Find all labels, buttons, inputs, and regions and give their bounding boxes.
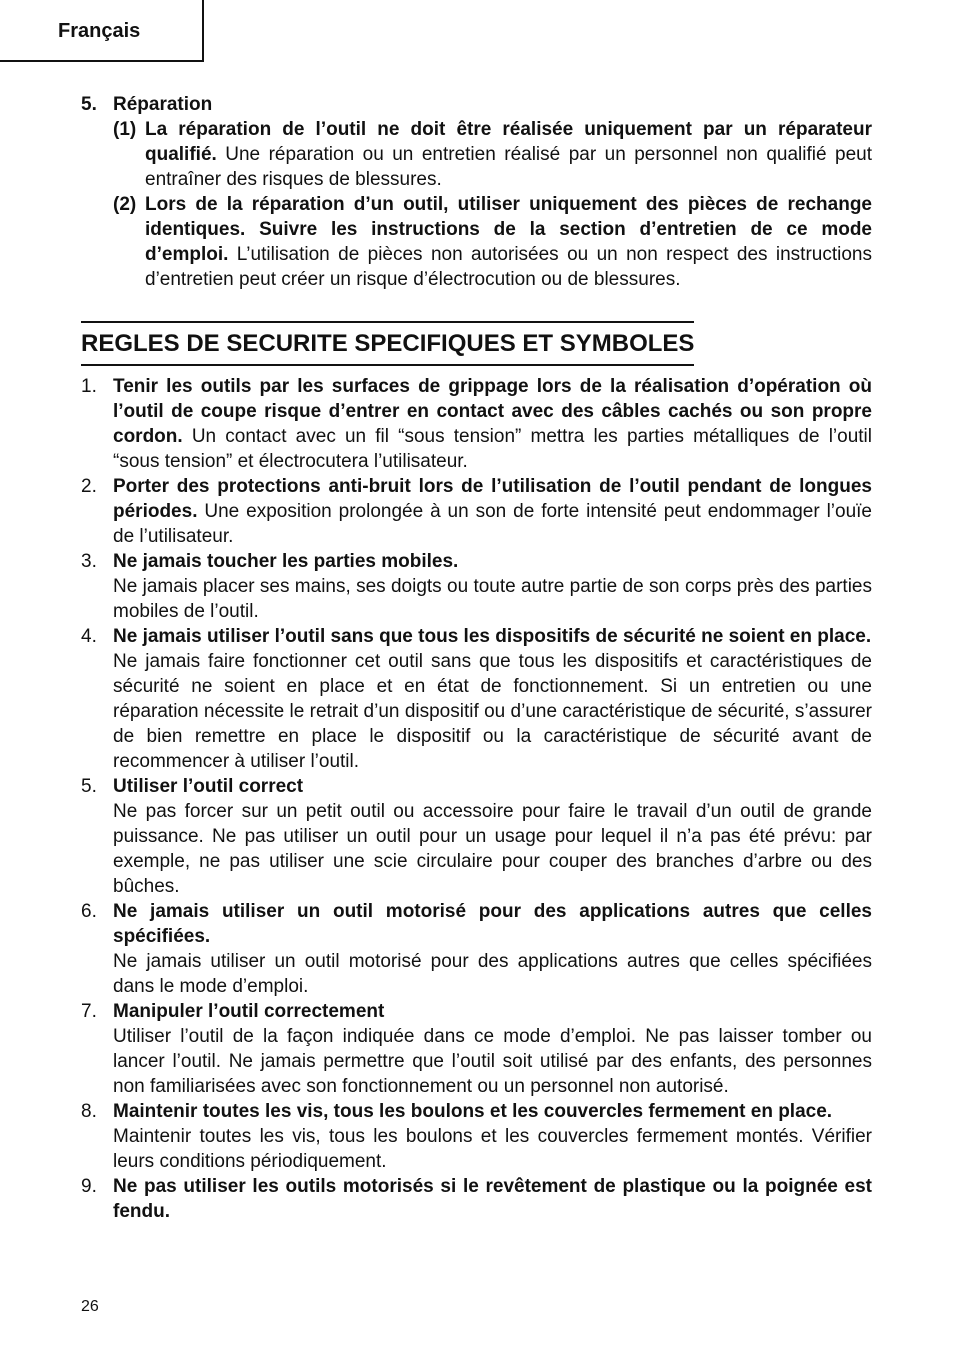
list-item-bold: Ne pas utiliser les outils motorisés si le revêtement de plastique ou la poignée est fendu. xyxy=(113,1176,872,1222)
list-item-body: Un contact avec un fil “sous tension” mettra les parties métalliques de l’outil “sous tension” et électrocutera l’utilisateur. xyxy=(113,426,872,472)
list-item-description: Ne jamais utiliser un outil motorisé pour des applications autres que celles spécifiées dans le mode d’emploi. xyxy=(113,951,872,997)
sub-item-bold: Lors de la réparation d’un outil, utiliser uniquement des pièces de rechange identiques. Suivre les instructions de la section d’entretien de ce mode d’emploi. xyxy=(145,194,872,265)
list-item-text xyxy=(113,549,872,624)
list-item xyxy=(81,1174,872,1224)
list-item xyxy=(81,474,872,549)
section-items xyxy=(81,117,872,292)
safety-title-box xyxy=(81,321,694,366)
list-item-text xyxy=(113,374,872,474)
sub-item-number: (1) xyxy=(113,119,137,140)
list-item-bold: Porter des protections anti-bruit lors de l’utilisation de l’outil pendant de longues périodes. xyxy=(113,476,872,522)
list-item-text xyxy=(113,899,872,999)
list-item-number: 6. xyxy=(81,901,97,922)
page-content xyxy=(81,92,872,1224)
list-item xyxy=(81,549,872,624)
list-item xyxy=(81,999,872,1099)
list-item xyxy=(81,624,872,774)
list-item xyxy=(81,899,872,999)
section-number: 5. xyxy=(81,94,97,115)
section-heading xyxy=(81,92,872,117)
list-item-bold: Manipuler l’outil correctement xyxy=(113,1001,385,1022)
list-item-number: 3. xyxy=(81,551,97,572)
sub-item xyxy=(113,117,872,192)
list-item-bold: Ne jamais utiliser l’outil sans que tous les dispositifs de sécurité ne soient en place. xyxy=(113,626,872,647)
list-item-number: 5. xyxy=(81,776,97,797)
list-item xyxy=(81,1099,872,1174)
list-item-bold: Tenir les outils par les surfaces de grippage lors de la réalisation d’opération où l’outil de coupe risque d’entrer en contact avec des câbles cachés ou son propre cordon. xyxy=(113,376,872,447)
language-label: Français xyxy=(58,20,141,42)
list-item-bold: Ne jamais toucher les parties mobiles. xyxy=(113,551,459,572)
list-item-number: 4. xyxy=(81,626,97,647)
list-item-number: 2. xyxy=(81,476,97,497)
list-item-description: Maintenir toutes les vis, tous les boulons et les couvercles fermement montés. Vérifier leurs conditions périodiquement. xyxy=(113,1126,872,1172)
list-item-text xyxy=(113,999,872,1099)
safety-title: REGLES DE SECURITE SPECIFIQUES ET SYMBOLES xyxy=(81,330,695,357)
list-item-bold: Ne jamais utiliser un outil motorisé pour des applications autres que celles spécifiées. xyxy=(113,901,872,947)
list-item-body: Une exposition prolongée à un son de forte intensité peut endommager l’ouïe de l’utilisateur. xyxy=(113,501,872,547)
sub-item-text xyxy=(145,192,872,292)
section-title: Réparation xyxy=(113,94,213,115)
sub-item-body: Une réparation ou un entretien réalisé par un personnel non qualifié peut entraîner des risques de blessures. xyxy=(145,144,872,190)
sub-item-number: (2) xyxy=(113,194,137,215)
list-item-number: 9. xyxy=(81,1176,97,1197)
list-item-text xyxy=(113,774,872,899)
list-item-number: 8. xyxy=(81,1101,97,1122)
sub-item-text xyxy=(145,117,872,192)
list-item-bold: Utiliser l’outil correct xyxy=(113,776,304,797)
list-item xyxy=(81,374,872,474)
list-item-text xyxy=(113,624,872,774)
list-item-text xyxy=(113,1174,872,1224)
list-item-description: Ne jamais faire fonctionner cet outil sans que tous les dispositifs et caractéristiques de sécurité ne soient en place et en état de fonctionnement. Si un entretien ou une réparation nécessite le retrait d’un dispositif ou d’une caractéristique de sécurité, s’assurer de bien remettre en place le dispositif ou la caractéristique de sécurité avant de recommencer à utiliser l’outil. xyxy=(113,651,872,772)
list-item-description: Ne pas forcer sur un petit outil ou accessoire pour faire le travail d’un outil de grande puissance. Ne pas utiliser un outil pour un usage pour lequel il n’a pas été prévu: par exemple, ne pas utiliser une scie circulaire pour couper des branches d’arbre ou des bûches. xyxy=(113,801,872,897)
sub-item xyxy=(113,192,872,292)
list-item-bold: Maintenir toutes les vis, tous les boulons et les couvercles fermement en place. xyxy=(113,1101,833,1122)
language-tab xyxy=(0,0,204,62)
list-item xyxy=(81,774,872,899)
sub-item-bold: La réparation de l’outil ne doit être réalisée uniquement par un réparateur qualifié. xyxy=(145,119,872,165)
list-item-text xyxy=(113,1099,872,1174)
safety-list xyxy=(81,374,872,1224)
list-item-text xyxy=(113,474,872,549)
list-item-description: Utiliser l’outil de la façon indiquée dans ce mode d’emploi. Ne pas laisser tomber ou lancer l’outil. Ne jamais permettre que l’outil soit utilisé par des enfants, des personnes non familiarisées avec son fonctionnement ou un personnel non autorisé. xyxy=(113,1026,872,1097)
list-item-description: Ne jamais placer ses mains, ses doigts ou toute autre partie de son corps près des parties mobiles de l’outil. xyxy=(113,576,872,622)
list-item-number: 1. xyxy=(81,376,97,397)
list-item-number: 7. xyxy=(81,1001,97,1022)
sub-item-body: L’utilisation de pièces non autorisées ou un non respect des instructions d’entretien peut créer un risque d’électrocution ou de blessures. xyxy=(145,244,872,290)
page-number: 26 xyxy=(81,1298,99,1315)
